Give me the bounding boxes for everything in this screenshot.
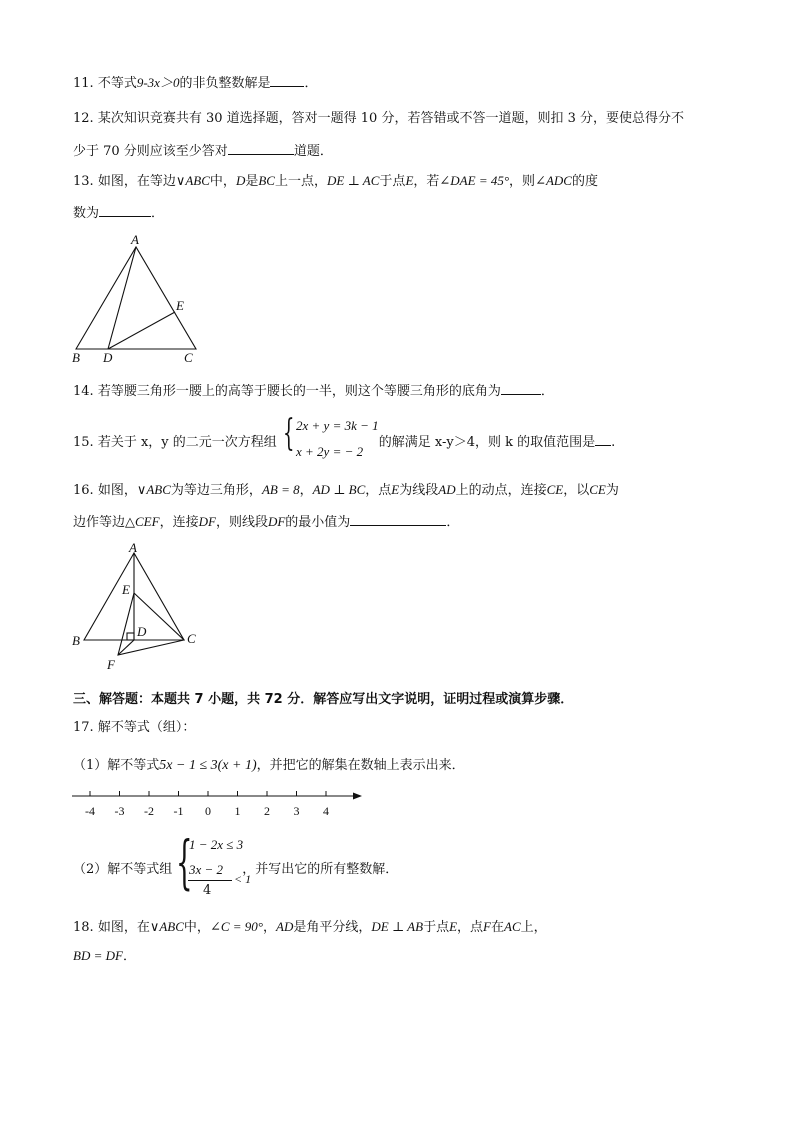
q17-less-than-one: < 1 (234, 872, 252, 886)
figure-16-triangle-diagram (66, 538, 216, 678)
q16-text: ，点 (365, 483, 392, 498)
q16-text: ，连接 (159, 515, 199, 530)
number-line-tick-label: 2 (264, 804, 270, 818)
q13-text: 上一点， (274, 174, 327, 189)
q11-expression: 9-3x＞0 (136, 75, 180, 90)
label-d: D (103, 350, 113, 365)
answer-blank (270, 72, 304, 87)
label-d: D (137, 624, 147, 639)
q13-angle: ∠DAE = 45° (439, 173, 510, 188)
q16-text: 如图， (97, 483, 137, 498)
number-line-tick-label: -4 (85, 804, 95, 818)
q13-text: 中， (209, 174, 236, 189)
q16-text: 为线段 (399, 483, 439, 498)
question-17 (73, 718, 195, 738)
label-e: E (176, 298, 184, 313)
q18-point-f: F (483, 919, 491, 934)
number-line-tick-label: 0 (205, 804, 211, 818)
label-b: B (72, 633, 80, 648)
question-12-line-2 (73, 140, 333, 162)
label-b: B (72, 350, 80, 365)
q11-end: ． (304, 76, 318, 91)
q11-text-2: 的非负整数解是 (179, 76, 271, 91)
q16-segment-df: DF (198, 514, 216, 529)
q16-text: ， (299, 483, 313, 498)
answer-blank (228, 140, 294, 155)
q16-triangle-cef: △CEF (125, 514, 160, 529)
question-18-line-2 (73, 946, 136, 967)
label-f: F (107, 657, 115, 672)
q18-segment-ac: AC (504, 919, 521, 934)
q15-end: . (611, 435, 616, 450)
q13-number: 13. (73, 174, 94, 189)
label-e: E (122, 582, 130, 597)
q17-part-1-text: （1）解不等式 (73, 758, 160, 773)
q15-text-2: 的解满足 x-y＞4，则 k 的取值范围是 (378, 435, 596, 450)
label-c: C (184, 350, 193, 365)
q16-triangle: ∨ABC (136, 482, 171, 497)
q13-text: 数为 (73, 206, 100, 221)
q14-number: 14. (73, 384, 94, 399)
q18-segment-ad: AD (276, 919, 294, 934)
number-line-tick-label: 4 (323, 804, 329, 818)
q15-equation-1: 2x + y = 3k − 1 (296, 418, 379, 433)
q18-text: 如图，在 (97, 920, 150, 935)
q14-end: ． (540, 384, 554, 399)
q13-text: 的度 (571, 174, 598, 189)
q18-perpendicular: DE ⊥ AB (371, 919, 424, 934)
q18-end: ． (122, 949, 136, 964)
number-line-tick-label: -1 (173, 804, 184, 818)
q13-angle-adc: ∠ADC (535, 173, 572, 188)
q16-perpendicular: AD ⊥ BC (312, 482, 366, 497)
q16-segment-df: DF (267, 514, 286, 529)
q13-point-e: E (405, 173, 414, 188)
label-c: C (187, 631, 196, 646)
q16-text: 上的动点，连接 (455, 483, 547, 498)
answer-blank (99, 202, 151, 217)
fraction-bar (188, 880, 232, 881)
q18-triangle: ∨ABC (149, 919, 184, 934)
q17-part-1-text-2: ，并把它的解集在数轴上表示出来． (256, 758, 465, 773)
q17-fraction-numerator: 3x − 2 (189, 862, 224, 877)
q18-angle: ∠C = 90° (209, 919, 263, 934)
q17-inequality-1: 1 − 2x ≤ 3 (189, 837, 244, 852)
q16-number: 16. (73, 483, 94, 498)
q16-end: ． (446, 515, 460, 530)
q16-text: 为 (605, 483, 619, 498)
number-line-tick-label: -2 (144, 804, 154, 818)
q13-text: 是 (245, 174, 259, 189)
q15-number: 15. (73, 435, 94, 450)
q18-text: ，点 (457, 920, 484, 935)
q18-text: 是角平分线， (293, 920, 372, 935)
q12-text: 某次知识竞赛共有 30 道选择题，答对一题得 10 分，若答错或不答一道题，则扣 3 分，要使总得分不 (97, 111, 684, 126)
left-brace: { (283, 413, 295, 454)
q16-segment-ad: AD (438, 482, 456, 497)
label-a: A (131, 232, 139, 247)
q16-text: 的最小值为 (285, 515, 351, 530)
q18-point-e: E (449, 919, 458, 934)
q13-end: ． (151, 206, 165, 221)
question-16-line-2 (73, 511, 459, 533)
q16-text: 边作等边 (73, 515, 126, 530)
arrow-right-icon (353, 793, 362, 800)
right-angle-mark (127, 633, 134, 640)
q13-text: ，若 (413, 174, 440, 189)
q18-text: 在 (491, 920, 505, 935)
q13-perpendicular: DE ⊥ AC (326, 173, 380, 188)
q13-segment-bc: BC (258, 173, 275, 188)
q11-number: 11. (73, 76, 94, 91)
number-line-tick-label: 1 (234, 804, 241, 818)
question-14 (73, 380, 554, 402)
q18-text: 上， (520, 920, 547, 935)
q17-part-1-inequality: 5x − 1 ≤ 3(x + 1) (159, 758, 257, 773)
question-17-part-1 (73, 756, 465, 776)
q16-text: ，以 (563, 483, 590, 498)
segment-ad (108, 247, 136, 349)
q18-number: 18. (73, 920, 94, 935)
q18-text: 于点 (423, 920, 450, 935)
q12-text-3: 道题． (293, 144, 333, 159)
q16-text: ，则线段 (215, 515, 268, 530)
answer-blank (595, 431, 611, 446)
figure-13-triangle-diagram (60, 228, 210, 368)
question-12-line-1 (73, 109, 684, 129)
q18-equation: BD = DF (73, 948, 123, 963)
q18-text: 中， (183, 920, 210, 935)
label-a: A (129, 540, 137, 555)
q16-segment-ce: CE (546, 482, 564, 497)
left-brace: { (176, 828, 193, 896)
q15-text: 若关于 x，y 的二元一次方程组 (97, 435, 277, 450)
q16-ab: AB = 8 (261, 482, 300, 497)
q12-text-2: 少于 70 分则应该至少答对 (73, 144, 228, 159)
q16-text: 为等边三角形， (170, 483, 262, 498)
q16-segment-ce: CE (589, 482, 606, 497)
number-line-tick-label: -3 (114, 804, 125, 818)
q15-equation-2: x + 2y = − 2 (296, 444, 364, 459)
q13-text: ，则 (509, 174, 536, 189)
q17-fraction-denominator: 4 (203, 883, 212, 898)
section-3-heading: 三、解答题：本题共 7 小题，共 72 分．解答应写出文字说明，证明过程或演算步骤． (73, 692, 574, 707)
answer-blank (501, 380, 541, 395)
q17-text: 解不等式（组）： (97, 720, 196, 735)
number-line (70, 788, 370, 824)
question-11 (73, 72, 317, 94)
q14-text: 若等腰三角形一腰上的高等于腰长的一半，则这个等腰三角形的底角为 (97, 384, 501, 399)
q17-number: 17. (73, 720, 94, 735)
question-16-line-1 (73, 480, 619, 501)
q13-triangle: ∨ABC (175, 173, 210, 188)
q18-text: ， (262, 920, 276, 935)
q17-part-2-text-2: ，并写出它的所有整数解． (242, 862, 399, 877)
q13-point-d: D (235, 173, 246, 188)
answer-blank (350, 511, 446, 526)
q13-text: 如图，在等边 (97, 174, 176, 189)
question-13-line-1 (73, 171, 598, 192)
segment-de (108, 312, 175, 349)
q11-text: 不等式 (97, 76, 137, 91)
q12-number: 12. (73, 111, 94, 126)
question-18-line-1 (73, 917, 547, 938)
q17-part-2-text: （2）解不等式组 (73, 862, 173, 877)
q16-point-e: E (391, 482, 400, 497)
question-13-line-2 (73, 202, 164, 224)
number-line-tick-label: 3 (293, 804, 300, 818)
q13-text: 于点 (379, 174, 406, 189)
